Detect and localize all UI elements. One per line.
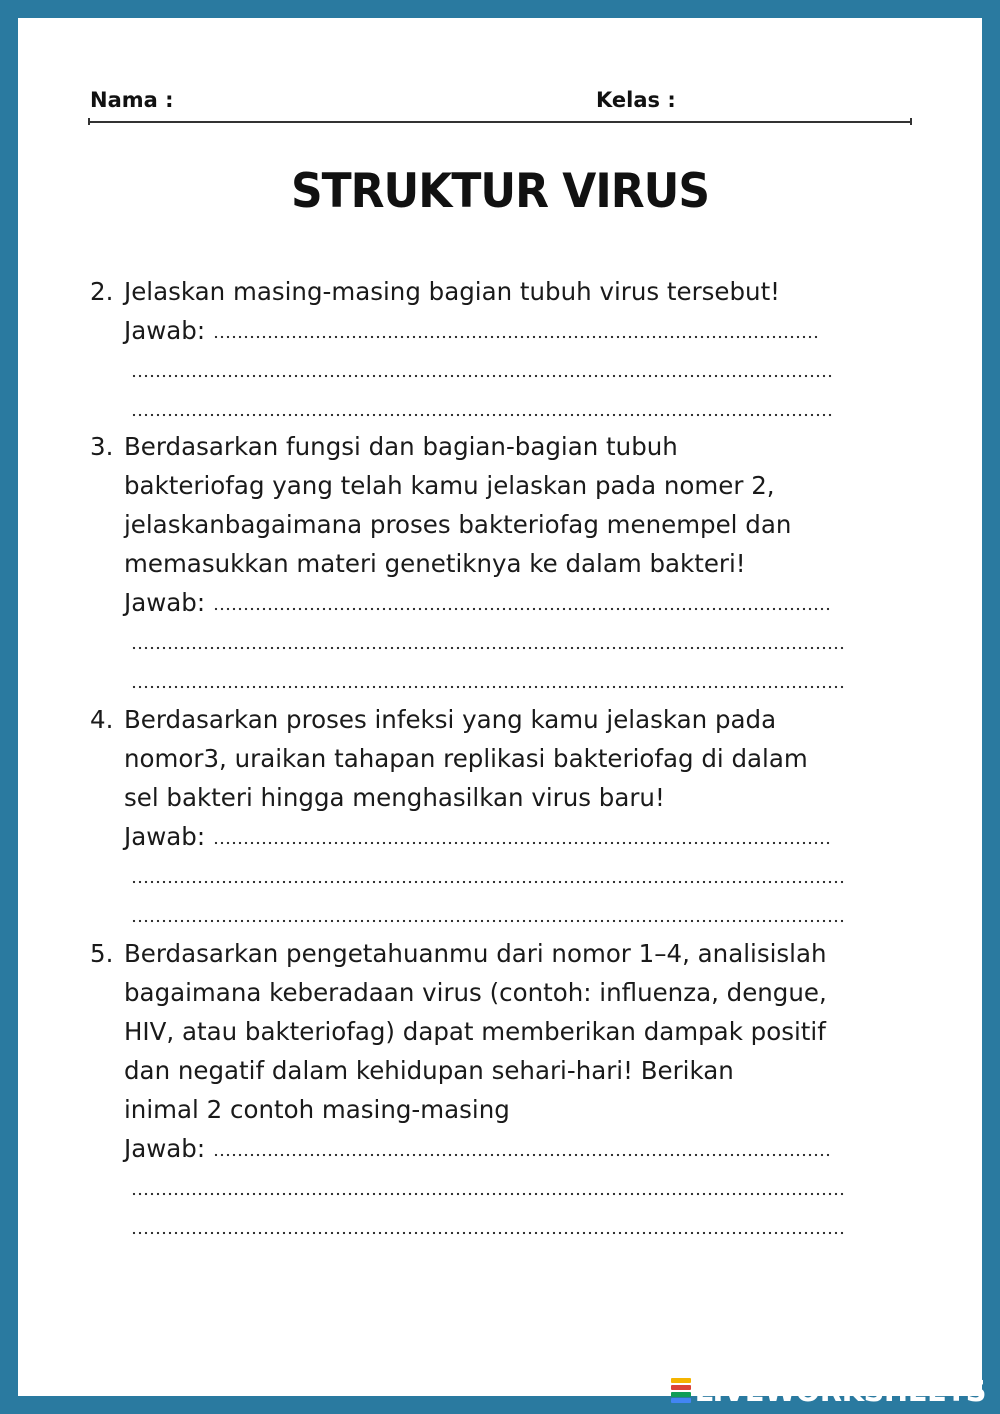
question-number: 3. [90, 432, 114, 461]
worksheet-page [18, 18, 982, 1396]
question-text: HIV, atau bakteriofag) dapat memberikan dampak positif [124, 1017, 826, 1046]
question-text: bakteriofag yang telah kamu jelaskan pada nomer 2, [124, 471, 775, 500]
jawab-label: Jawab: [124, 822, 206, 851]
jawab-label: Jawab: [124, 1134, 206, 1163]
question-text: sel bakteri hingga menghasilkan virus baru! [124, 783, 665, 812]
question-text: nomor3, uraikan tahapan replikasi bakteriofag di dalam [124, 744, 808, 773]
question-text: inimal 2 contoh masing-masing [124, 1095, 510, 1124]
answer-field[interactable] [131, 413, 833, 417]
question-text: bagaimana keberadaan virus (contoh: influenza, dengue, [124, 978, 827, 1007]
brand-text: LIVEWORKSHEETS [694, 1374, 986, 1408]
question-text: Berdasarkan pengetahuanmu dari nomor 1–4, analisislah [124, 939, 827, 968]
question-text: memasukkan materi genetiknya ke dalam bakteri! [124, 549, 746, 578]
question-text: jelaskanbagaimana proses bakteriofag menempel dan [124, 510, 792, 539]
logo-stripe [671, 1392, 691, 1397]
liveworksheets-brand[interactable] [671, 1376, 986, 1406]
answer-field[interactable] [131, 646, 845, 650]
question-2 [90, 272, 950, 428]
answer-field[interactable] [131, 374, 833, 378]
question-number: 4. [90, 705, 114, 734]
header-underline [88, 121, 912, 123]
answer-field[interactable] [213, 1153, 830, 1157]
kelas-label: Kelas : [596, 88, 676, 112]
question-text: dan negatif dalam kehidupan sehari-hari! Berikan [124, 1056, 734, 1085]
logo-stripe [671, 1378, 691, 1383]
jawab-label: Jawab: [124, 316, 206, 345]
question-4 [90, 700, 950, 934]
answer-field[interactable] [213, 607, 830, 611]
question-number: 5. [90, 939, 114, 968]
question-text: Berdasarkan proses infeksi yang kamu jelaskan pada [124, 705, 777, 734]
question-text: Jelaskan masing-masing bagian tubuh virus tersebut! [124, 277, 780, 306]
answer-field[interactable] [131, 919, 845, 923]
answer-field[interactable] [131, 1192, 845, 1196]
question-5 [90, 934, 950, 1246]
answer-field[interactable] [131, 685, 845, 689]
logo-stripe [671, 1398, 691, 1403]
answer-field[interactable] [213, 335, 818, 339]
jawab-label: Jawab: [124, 588, 206, 617]
question-3 [90, 427, 950, 700]
logo-stripe [671, 1385, 691, 1390]
question-number: 2. [90, 277, 114, 306]
nama-label: Nama : [90, 88, 174, 112]
answer-field[interactable] [213, 841, 830, 845]
page-title: STRUKTUR VIRUS [290, 163, 710, 220]
liveworksheets-logo-icon [671, 1378, 691, 1404]
answer-field[interactable] [131, 880, 845, 884]
question-text: Berdasarkan fungsi dan bagian-bagian tubuh [124, 432, 678, 461]
answer-field[interactable] [131, 1231, 845, 1235]
